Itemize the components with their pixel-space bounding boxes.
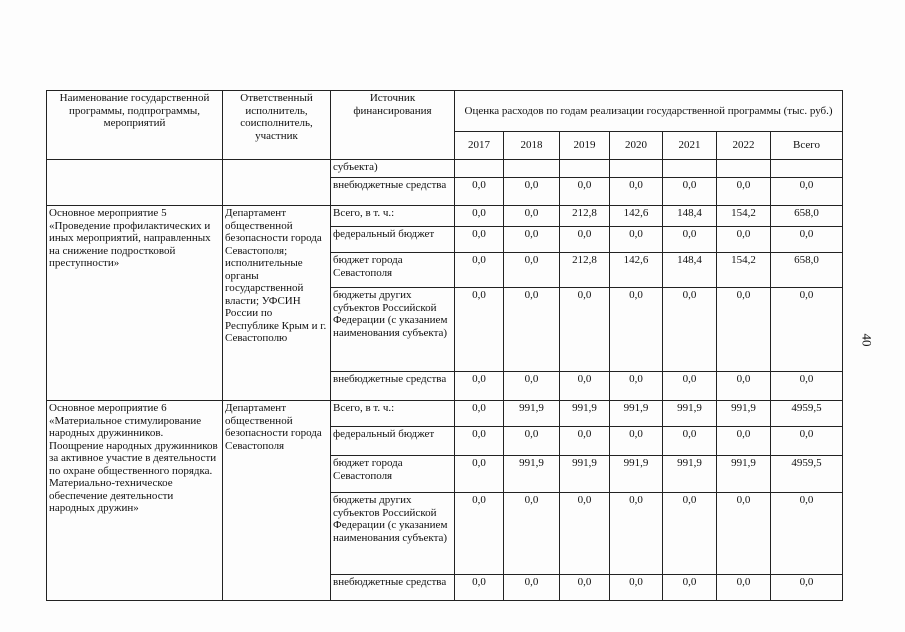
value-cell: 0,0 [610, 427, 663, 456]
header-year: 2017 [455, 132, 504, 160]
value-cell: 0,0 [560, 178, 610, 206]
source-cell: бюджеты других субъектов Российской Федерации (с указанием наименования субъекта) [331, 493, 455, 575]
value-cell: 0,0 [663, 493, 717, 575]
header-year: 2019 [560, 132, 610, 160]
event-name-cell: Основное мероприятие 5 «Проведение профилактических и иных мероприятий, направленных на снижение подростковой преступности» [47, 206, 223, 401]
source-cell: федеральный бюджет [331, 227, 455, 253]
value-cell: 4959,5 [771, 456, 843, 493]
value-cell: 0,0 [455, 288, 504, 372]
value-cell: 0,0 [455, 401, 504, 427]
value-cell: 0,0 [455, 372, 504, 401]
value-cell: 0,0 [560, 493, 610, 575]
value-cell: 0,0 [771, 372, 843, 401]
value-cell: 991,9 [504, 456, 560, 493]
value-cell: 991,9 [610, 456, 663, 493]
value-cell: 0,0 [717, 493, 771, 575]
value-cell: 0,0 [717, 575, 771, 601]
value-cell: 0,0 [504, 206, 560, 227]
value-cell: 154,2 [717, 253, 771, 288]
value-cell: 0,0 [504, 575, 560, 601]
source-cell: внебюджетные средства [331, 372, 455, 401]
header-source: Источник финансирования [331, 91, 455, 160]
header-year: 2021 [663, 132, 717, 160]
table-row [47, 206, 843, 227]
value-cell: 991,9 [717, 456, 771, 493]
value-cell: 0,0 [663, 288, 717, 372]
value-cell: 0,0 [560, 288, 610, 372]
value-cell: 0,0 [560, 372, 610, 401]
value-cell: 0,0 [663, 227, 717, 253]
value-cell [717, 160, 771, 178]
value-cell: 0,0 [610, 575, 663, 601]
value-cell: 991,9 [560, 401, 610, 427]
responsible-cell-empty [223, 160, 331, 206]
value-cell: 0,0 [771, 493, 843, 575]
source-cell: внебюджетные средства [331, 575, 455, 601]
value-cell: 0,0 [717, 178, 771, 206]
header-year: 2018 [504, 132, 560, 160]
value-cell [560, 160, 610, 178]
value-cell: 0,0 [504, 427, 560, 456]
value-cell: 0,0 [455, 227, 504, 253]
source-cell: Всего, в т. ч.: [331, 206, 455, 227]
value-cell: 0,0 [560, 427, 610, 456]
value-cell [504, 160, 560, 178]
value-cell: 0,0 [771, 288, 843, 372]
value-cell: 0,0 [504, 178, 560, 206]
header-year: 2020 [610, 132, 663, 160]
value-cell: 0,0 [717, 227, 771, 253]
value-cell: 0,0 [504, 372, 560, 401]
value-cell: 0,0 [717, 288, 771, 372]
value-cell: 991,9 [717, 401, 771, 427]
value-cell: 0,0 [560, 575, 610, 601]
value-cell: 142,6 [610, 206, 663, 227]
source-cell: федеральный бюджет [331, 427, 455, 456]
header-estimate: Оценка расходов по годам реализации государственной программы (тыс. руб.) [455, 91, 843, 132]
value-cell: 0,0 [455, 456, 504, 493]
source-cell: бюджет города Севастополя [331, 253, 455, 288]
value-cell: 0,0 [663, 372, 717, 401]
value-cell: 0,0 [455, 427, 504, 456]
value-cell: 0,0 [610, 178, 663, 206]
value-cell: 0,0 [455, 206, 504, 227]
source-cell: Всего, в т. ч.: [331, 401, 455, 427]
value-cell: 0,0 [610, 493, 663, 575]
value-cell: 0,0 [455, 253, 504, 288]
value-cell: 0,0 [610, 372, 663, 401]
header-name: Наименование государственной программы, подпрограммы, мероприятий [47, 91, 223, 160]
source-cell: внебюджетные средства [331, 178, 455, 206]
value-cell: 991,9 [504, 401, 560, 427]
value-cell: 991,9 [663, 401, 717, 427]
value-cell: 658,0 [771, 253, 843, 288]
table-row [47, 160, 843, 178]
value-cell: 142,6 [610, 253, 663, 288]
value-cell [663, 160, 717, 178]
name-cell-empty [47, 160, 223, 206]
value-cell: 0,0 [717, 427, 771, 456]
value-cell: 0,0 [663, 427, 717, 456]
value-cell: 991,9 [560, 456, 610, 493]
value-cell: 0,0 [504, 288, 560, 372]
value-cell: 658,0 [771, 206, 843, 227]
value-cell: 0,0 [455, 493, 504, 575]
value-cell: 0,0 [610, 288, 663, 372]
header-year: 2022 [717, 132, 771, 160]
page-number: 40 [859, 333, 875, 347]
value-cell: 0,0 [663, 575, 717, 601]
header-total: Всего [771, 132, 843, 160]
value-cell: 212,8 [560, 206, 610, 227]
header-responsible: Ответственный исполнитель, соисполнитель, участник [223, 91, 331, 160]
value-cell: 0,0 [504, 253, 560, 288]
value-cell: 0,0 [504, 227, 560, 253]
value-cell: 0,0 [560, 227, 610, 253]
value-cell: 0,0 [610, 227, 663, 253]
value-cell: 0,0 [771, 427, 843, 456]
value-cell: 0,0 [455, 575, 504, 601]
value-cell: 0,0 [717, 372, 771, 401]
value-cell: 148,4 [663, 253, 717, 288]
event-name-cell: Основное мероприятие 6 «Материальное стимулирование народных дружинников. Поощрение народных дружинников за активное участие в деятельности по охране общественного порядка. Материально-техническое обеспечение деятельности народных дружин» [47, 401, 223, 601]
value-cell: 991,9 [610, 401, 663, 427]
value-cell [610, 160, 663, 178]
value-cell [771, 160, 843, 178]
source-cell: субъекта) [331, 160, 455, 178]
value-cell [455, 160, 504, 178]
value-cell: 0,0 [771, 575, 843, 601]
budget-table [46, 90, 843, 601]
value-cell: 4959,5 [771, 401, 843, 427]
source-cell: бюджет города Севастополя [331, 456, 455, 493]
event-responsible-cell: Департамент общественной безопасности города Севастополя; исполнительные органы государственной власти; УФСИН России по Республике Крым и г. Севастополю [223, 206, 331, 401]
value-cell: 0,0 [771, 227, 843, 253]
value-cell: 0,0 [504, 493, 560, 575]
value-cell: 154,2 [717, 206, 771, 227]
value-cell: 0,0 [663, 178, 717, 206]
value-cell: 0,0 [771, 178, 843, 206]
value-cell: 991,9 [663, 456, 717, 493]
event-responsible-cell: Департамент общественной безопасности города Севастополя [223, 401, 331, 601]
value-cell: 212,8 [560, 253, 610, 288]
value-cell: 0,0 [455, 178, 504, 206]
source-cell: бюджеты других субъектов Российской Федерации (с указанием наименования субъекта) [331, 288, 455, 372]
value-cell: 148,4 [663, 206, 717, 227]
table-row [47, 401, 843, 427]
